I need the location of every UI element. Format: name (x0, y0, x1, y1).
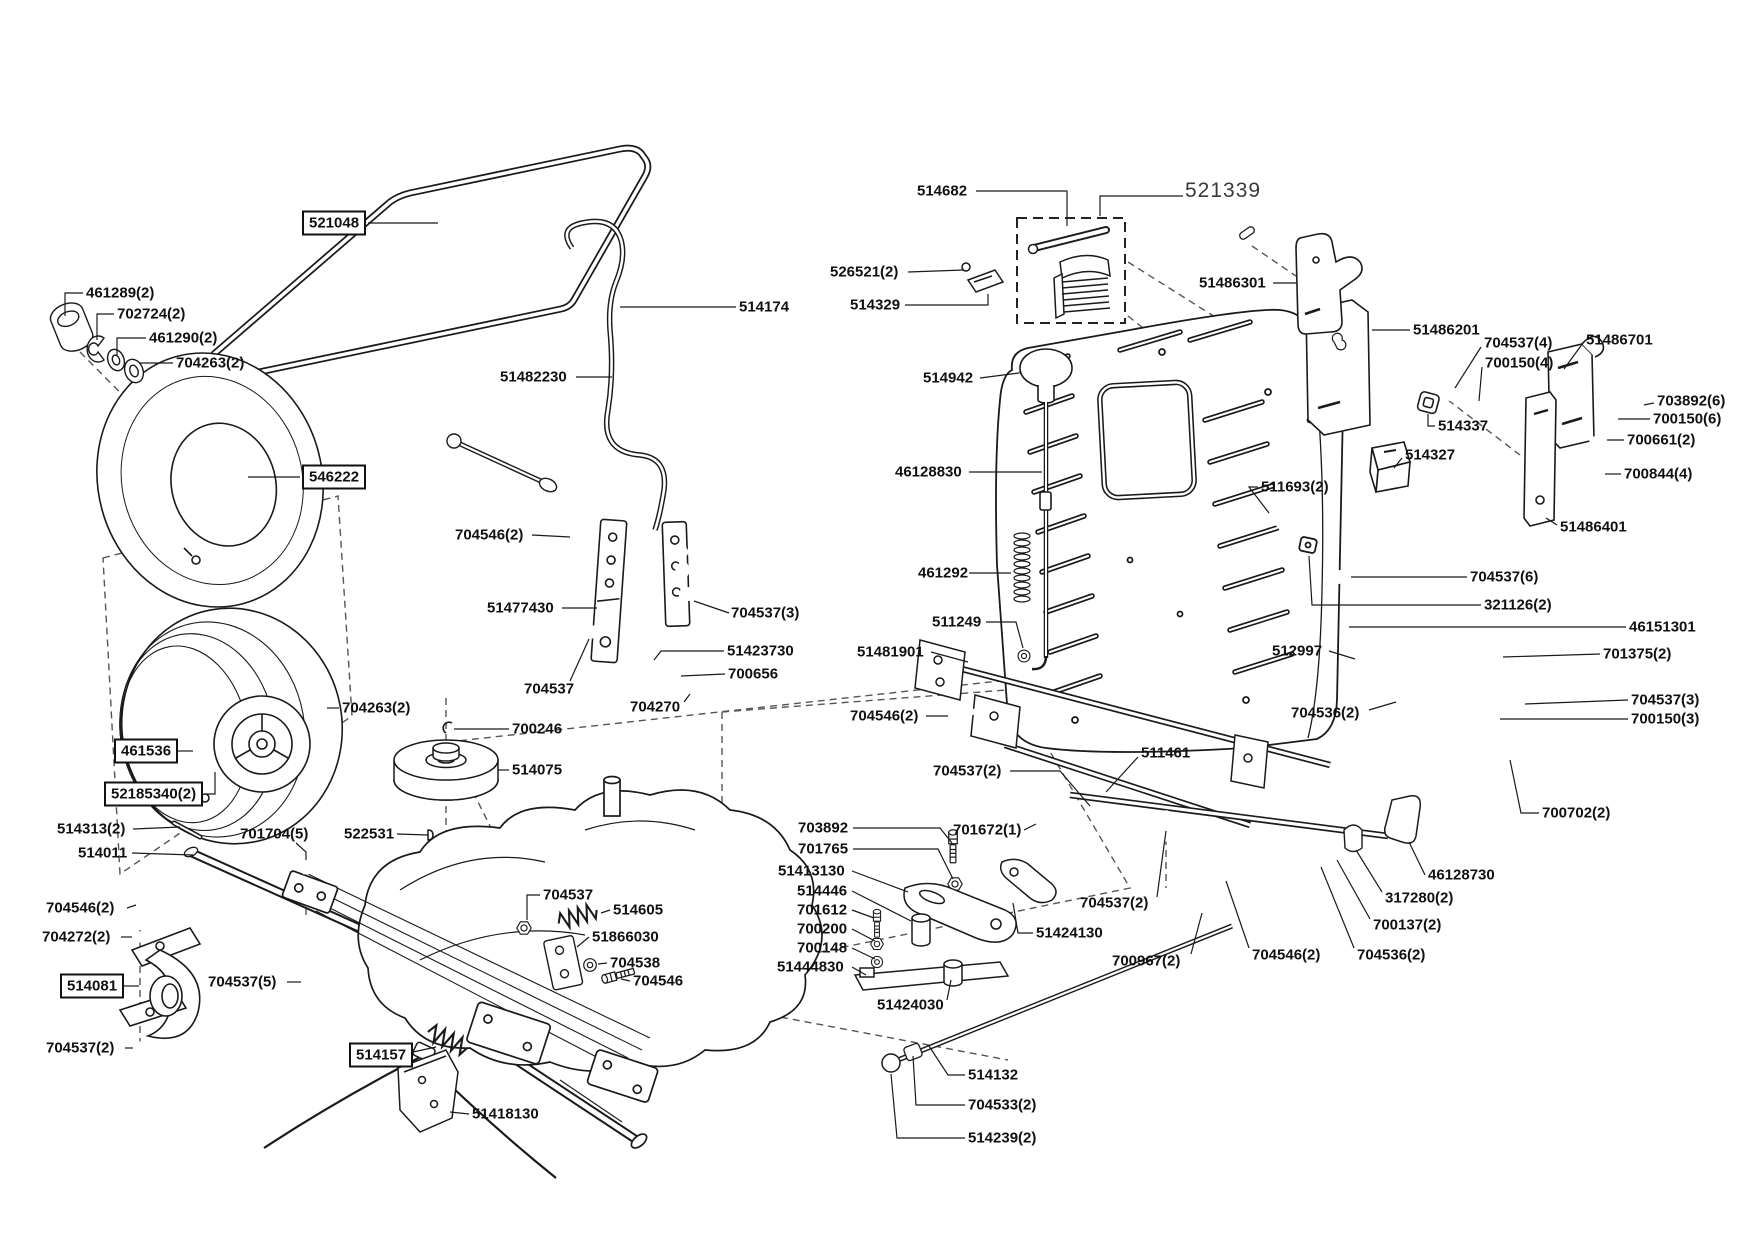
part-label-7045362-89: 704536(2) (1291, 704, 1360, 722)
tension-strut (447, 434, 559, 494)
part-label-51424130-58: 51424130 (1036, 924, 1103, 942)
part-label-5116932-80: 511693(2) (1261, 478, 1329, 496)
part-label-7045373-29: 704537(3) (731, 604, 800, 622)
part-label-7042632-17: 704263(2) (342, 699, 411, 717)
part-label-4612902-3: 461290(2) (149, 329, 218, 347)
part-label-704538-43: 704538 (610, 954, 661, 972)
part-label-7001504-72: 700150(4) (1485, 354, 1554, 372)
part-label-7045375-36: 704537(5) (208, 973, 277, 991)
part-label-7045374-70: 704537(4) (1484, 334, 1553, 352)
part-label-7013752-84: 701375(2) (1603, 645, 1672, 663)
part-label-514682-8: 514682 (917, 182, 968, 200)
part-label-3211262-82: 321126(2) (1484, 596, 1552, 614)
part-label-700148-51: 700148 (797, 939, 848, 957)
part-label-7045462-60: 704546(2) (1252, 946, 1321, 964)
part-label-514337-73: 514337 (1438, 417, 1489, 435)
part-label-51486701-71: 51486701 (1586, 331, 1653, 349)
drive-belt (213, 148, 648, 376)
part-label-514132-65: 514132 (968, 1066, 1019, 1084)
part-label-51423730-30: 51423730 (727, 642, 794, 660)
part-label-514174-6: 514174 (739, 298, 790, 316)
part-label-514075-19: 514075 (512, 761, 563, 779)
strap-51424130 (1001, 859, 1056, 902)
part-label-51413130-47: 51413130 (778, 862, 845, 880)
part-label-521853402-21: 52185340(2) (104, 782, 203, 807)
part-label-514081-35: 514081 (60, 974, 124, 999)
part-label-51486301-68: 51486301 (1199, 274, 1266, 292)
part-label-7042632-4: 704263(2) (176, 354, 245, 372)
part-label-514446-48: 514446 (797, 882, 848, 900)
front-wheel (69, 327, 352, 632)
part-label-521048-0: 521048 (302, 211, 366, 236)
hook-46128730 (1385, 796, 1421, 843)
part-label-700246-18: 700246 (512, 720, 563, 738)
part-label-511249-15: 511249 (932, 613, 982, 631)
clamp-317280 (1344, 825, 1362, 852)
part-label-700200-50: 700200 (797, 920, 848, 938)
part-label-51486401-79: 51486401 (1560, 518, 1627, 536)
part-label-704537-28: 704537 (524, 680, 575, 698)
part-label-704270-32: 704270 (630, 698, 681, 716)
part-label-514605-41: 514605 (613, 901, 664, 919)
part-label-701612-49: 701612 (797, 901, 848, 919)
support-bracket (591, 519, 690, 662)
part-label-514327-74: 514327 (1405, 446, 1456, 464)
part-label-51866030-42: 51866030 (592, 928, 659, 946)
part-label-5143132-22: 514313(2) (57, 820, 126, 838)
part-label-51477430-27: 51477430 (487, 599, 554, 617)
part-label-7045372-37: 704537(2) (46, 1039, 115, 1057)
part-label-703892-45: 703892 (798, 819, 849, 837)
part-label-7045372-55: 704537(2) (933, 762, 1002, 780)
part-label-51481901-16: 51481901 (857, 643, 924, 661)
part-label-5142392-67: 514239(2) (968, 1129, 1037, 1147)
part-label-7008444-78: 700844(4) (1624, 465, 1693, 483)
part-label-46151301-83: 46151301 (1629, 618, 1696, 636)
part-label-4612892-1: 461289(2) (86, 284, 155, 302)
retainer-clip-700246 (443, 722, 452, 733)
part-label-46128730-64: 46128730 (1428, 866, 1495, 884)
part-label-514329-11: 514329 (850, 296, 901, 314)
part-label-7017045-24: 701704(5) (240, 825, 309, 843)
part-label-704546-44: 704546 (633, 972, 684, 990)
switch-514327 (1370, 442, 1410, 492)
part-label-7016721-54: 701672(1) (953, 821, 1022, 839)
part-label-7001503-86: 700150(3) (1631, 710, 1700, 728)
part-label-7006612-77: 700661(2) (1627, 431, 1696, 449)
part-label-7042722-34: 704272(2) (42, 928, 111, 946)
part-label-51486201-69: 51486201 (1413, 321, 1480, 339)
part-label-7045372-57: 704537(2) (1080, 894, 1149, 912)
part-label-461292-14: 461292 (918, 564, 969, 582)
part-label-522531-25: 522531 (344, 825, 395, 843)
part-label-51444830-52: 51444830 (777, 958, 844, 976)
latch-514329 (968, 270, 1003, 292)
part-label-46128830-13: 46128830 (895, 463, 962, 481)
rear-wheel (101, 591, 361, 862)
part-label-514942-12: 514942 (923, 369, 974, 387)
part-label-51482230-5: 51482230 (500, 368, 567, 386)
part-label-7045362-61: 704536(2) (1357, 946, 1426, 964)
hanger-bracket (120, 928, 200, 1038)
part-label-704537-40: 704537 (543, 886, 594, 904)
part-label-521339-9: 521339 (1185, 179, 1262, 202)
shift-handle-rod (567, 221, 665, 530)
part-label-7009672-59: 700967(2) (1112, 952, 1181, 970)
part-label-3172802-62: 317280(2) (1385, 889, 1454, 907)
part-label-7045376-81: 704537(6) (1470, 568, 1539, 586)
brake-arm-linkage (855, 830, 1016, 990)
part-label-7045373-85: 704537(3) (1631, 691, 1700, 709)
part-label-514157-38: 514157 (349, 1043, 413, 1068)
part-label-512997-88: 512997 (1272, 642, 1323, 660)
part-label-700656-31: 700656 (728, 665, 779, 683)
part-label-5265212-10: 526521(2) (830, 263, 899, 281)
part-label-511461-87: 511461 (1141, 744, 1191, 762)
part-label-7001506-76: 700150(6) (1653, 410, 1722, 428)
part-label-546222-7: 546222 (302, 465, 366, 490)
part-label-51418130-39: 51418130 (472, 1105, 539, 1123)
part-label-51424030-53: 51424030 (877, 996, 944, 1014)
part-label-7045462-26: 704546(2) (455, 526, 524, 544)
part-label-7045462-33: 704546(2) (46, 899, 115, 917)
part-label-7045462-56: 704546(2) (850, 707, 919, 725)
part-label-7027242-2: 702724(2) (117, 305, 186, 323)
part-label-7001372-63: 700137(2) (1373, 916, 1442, 934)
part-label-461536-20: 461536 (114, 739, 178, 764)
part-label-701765-46: 701765 (798, 840, 849, 858)
grommet-514337 (1417, 391, 1440, 414)
wheel-hub-parts (47, 298, 147, 385)
part-label-7007022-90: 700702(2) (1542, 804, 1611, 822)
part-label-514011-23: 514011 (78, 844, 128, 862)
brake-rod (869, 926, 1232, 1072)
clip-511249 (1018, 650, 1030, 662)
part-label-7045332-66: 704533(2) (968, 1096, 1037, 1114)
part-label-7038926-75: 703892(6) (1657, 392, 1726, 410)
